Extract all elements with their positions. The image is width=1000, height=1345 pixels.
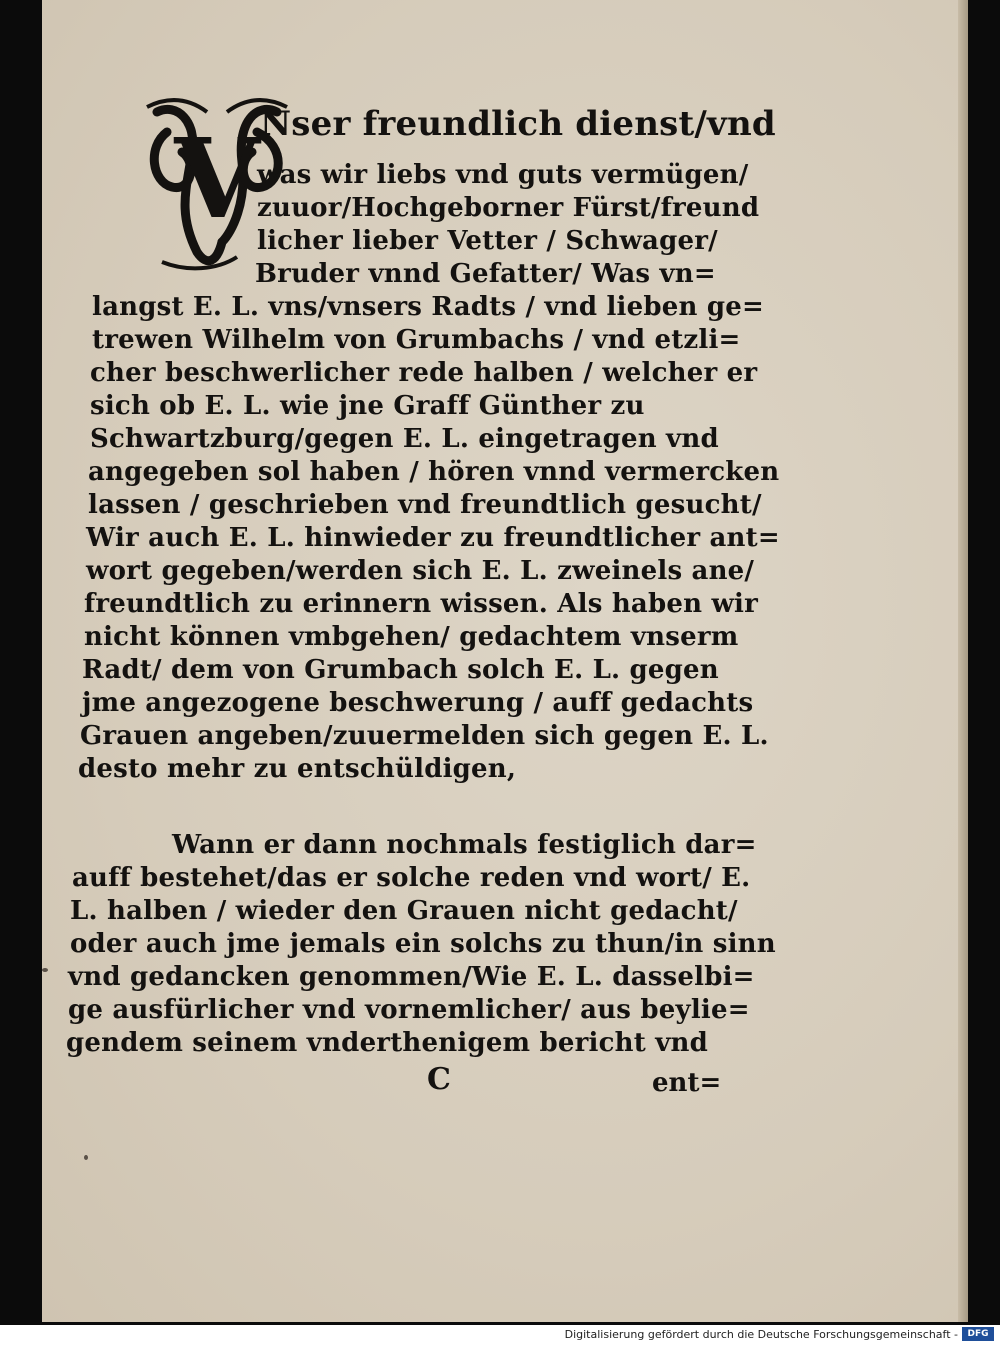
dfg-logo: DFG	[962, 1327, 994, 1341]
text-line-26: ge ausfürlicher vnd vornemlicher/ aus beylie=	[68, 995, 750, 1025]
text-line-2: was wir liebs vnd guts vermügen/	[257, 160, 749, 190]
text-line-4: licher lieber Vetter / Schwager/	[257, 226, 718, 256]
footer-bar	[0, 1325, 1000, 1345]
text-line-27: gendem seinem vnderthenigem bericht vnd	[66, 1028, 709, 1058]
text-line-21: Wann er dann nochmals festiglich dar=	[172, 830, 757, 860]
catchword: ent=	[652, 1068, 722, 1098]
text-line-13: Wir auch E. L. hinwieder zu freundtlicher ant=	[86, 523, 780, 553]
text-line-7: trewen Wilhelm von Grumbachs / vnd etzli=	[92, 325, 741, 355]
text-line-18: jme angezogene beschwerung / auff gedachts	[82, 688, 754, 718]
text-block	[42, 0, 968, 1322]
text-line-17: Radt/ dem von Grumbach solch E. L. gegen	[82, 655, 719, 685]
text-line-8: cher beschwerlicher rede halben / welcher er	[90, 358, 758, 388]
funding-notice: Digitalisierung gefördert durch die Deutsche Forschungsgemeinschaft -	[564, 1328, 958, 1341]
text-line-9: sich ob E. L. wie jne Graff Günther zu	[90, 391, 645, 421]
ink-speck	[42, 968, 48, 972]
text-line-10: Schwartzburg/gegen E. L. eingetragen vnd	[90, 424, 719, 454]
page-edge	[958, 0, 968, 1322]
text-line-11: angegeben sol haben / hören vnnd vermercken	[88, 457, 780, 487]
text-line-1: Nser freundlich dienst/vnd	[260, 104, 776, 144]
text-line-14: wort gegeben/werden sich E. L. zweinels ane/	[86, 556, 755, 586]
document-page	[42, 0, 968, 1322]
text-line-25: vnd gedancken genommen/Wie E. L. dasselbi=	[68, 962, 755, 992]
text-line-24: oder auch jme jemals ein solchs zu thun/in sinn	[70, 929, 776, 959]
text-line-6: langst E. L. vns/vnsers Radts / vnd lieben ge=	[92, 292, 764, 322]
text-line-23: L. halben / wieder den Grauen nicht gedacht/	[70, 896, 738, 926]
signature-mark: C	[427, 1062, 451, 1097]
ink-speck	[84, 1155, 88, 1160]
text-line-15: freundtlich zu erinnern wissen. Als haben wir	[84, 589, 759, 619]
text-line-19: Grauen angeben/zuuermelden sich gegen E. L.	[80, 721, 769, 751]
text-line-16: nicht können vmbgehen/ gedachtem vnserm	[84, 622, 739, 652]
text-line-20: desto mehr zu entschüldigen,	[78, 754, 517, 784]
text-line-5: Bruder vnnd Gefatter/ Was vn=	[255, 259, 716, 289]
initial-letter: V	[174, 114, 260, 243]
text-line-22: auff bestehet/das er solche reden vnd wort/ E.	[72, 863, 751, 893]
text-line-3: zuuor/Hochgeborner Fürst/freund	[257, 193, 760, 223]
text-line-12: lassen / geschrieben vnd freundtlich gesucht/	[88, 490, 762, 520]
